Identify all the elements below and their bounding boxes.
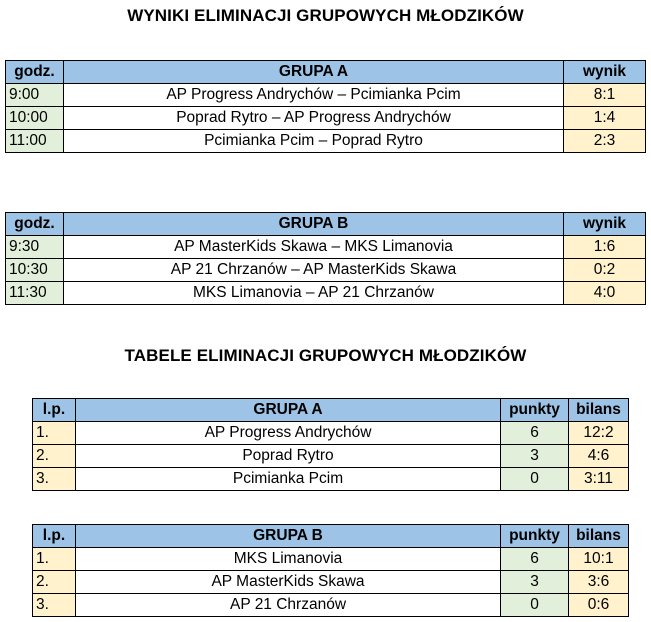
header-lp: l.p. xyxy=(33,399,76,422)
match-score: 0:2 xyxy=(564,259,646,282)
team-balance: 12:2 xyxy=(569,422,629,445)
team-name: AP MasterKids Skawa xyxy=(76,571,501,594)
standings-table-group-b xyxy=(32,524,629,617)
header-row xyxy=(33,399,629,422)
team-name: MKS Limanovia xyxy=(76,548,501,571)
rank: 3. xyxy=(33,468,76,491)
rank: 1. xyxy=(33,548,76,571)
team-name: AP 21 Chrzanów xyxy=(76,594,501,617)
match-name: AP MasterKids Skawa – MKS Limanovia xyxy=(64,236,564,259)
match-score: 1:6 xyxy=(564,236,646,259)
header-score: wynik xyxy=(564,213,646,236)
table-row xyxy=(6,236,646,259)
team-points: 0 xyxy=(501,468,569,491)
match-name: AP 21 Chrzanów – AP MasterKids Skawa xyxy=(64,259,564,282)
header-balance: bilans xyxy=(569,399,629,422)
header-group: GRUPA B xyxy=(76,525,501,548)
team-name: Pcimianka Pcim xyxy=(76,468,501,491)
header-row xyxy=(6,213,646,236)
team-name: AP Progress Andrychów xyxy=(76,422,501,445)
match-time: 11:30 xyxy=(6,282,64,305)
rank: 2. xyxy=(33,445,76,468)
table-row xyxy=(33,468,629,491)
table-row xyxy=(6,84,646,107)
header-time: godz. xyxy=(6,213,64,236)
team-points: 6 xyxy=(501,548,569,571)
team-balance: 0:6 xyxy=(569,594,629,617)
match-time: 10:00 xyxy=(6,107,64,130)
table-row xyxy=(6,130,646,153)
header-time: godz. xyxy=(6,61,64,84)
match-score: 4:0 xyxy=(564,282,646,305)
header-group: GRUPA B xyxy=(64,213,564,236)
match-time: 9:00 xyxy=(6,84,64,107)
team-points: 6 xyxy=(501,422,569,445)
team-balance: 10:1 xyxy=(569,548,629,571)
match-name: MKS Limanovia – AP 21 Chrzanów xyxy=(64,282,564,305)
match-score: 8:1 xyxy=(564,84,646,107)
header-points: punkty xyxy=(501,525,569,548)
match-name: Poprad Rytro – AP Progress Andrychów xyxy=(64,107,564,130)
match-time: 10:30 xyxy=(6,259,64,282)
table-row xyxy=(6,282,646,305)
rank: 2. xyxy=(33,571,76,594)
table-row xyxy=(6,107,646,130)
header-points: punkty xyxy=(501,399,569,422)
match-score: 2:3 xyxy=(564,130,646,153)
team-balance: 4:6 xyxy=(569,445,629,468)
header-group: GRUPA A xyxy=(64,61,564,84)
header-score: wynik xyxy=(564,61,646,84)
table-row xyxy=(33,422,629,445)
results-table-group-a xyxy=(5,60,646,153)
standings-table-group-a xyxy=(32,398,629,491)
team-points: 0 xyxy=(501,594,569,617)
results-table-group-b xyxy=(5,212,646,305)
header-lp: l.p. xyxy=(33,525,76,548)
tables-title: TABELE ELIMINACJI GRUPOWYCH MŁODZIKÓW xyxy=(124,346,527,365)
match-time: 11:00 xyxy=(6,130,64,153)
table-row xyxy=(33,548,629,571)
header-balance: bilans xyxy=(569,525,629,548)
header-row xyxy=(33,525,629,548)
team-name: Poprad Rytro xyxy=(76,445,501,468)
match-time: 9:30 xyxy=(6,236,64,259)
table-row xyxy=(6,259,646,282)
team-balance: 3:6 xyxy=(569,571,629,594)
team-points: 3 xyxy=(501,571,569,594)
team-points: 3 xyxy=(501,445,569,468)
table-row xyxy=(33,445,629,468)
rank: 1. xyxy=(33,422,76,445)
match-name: Pcimianka Pcim – Poprad Rytro xyxy=(64,130,564,153)
results-title: WYNIKI ELIMINACJI GRUPOWYCH MŁODZIKÓW xyxy=(127,6,524,25)
table-row xyxy=(33,594,629,617)
team-balance: 3:11 xyxy=(569,468,629,491)
header-row xyxy=(6,61,646,84)
match-name: AP Progress Andrychów – Pcimianka Pcim xyxy=(64,84,564,107)
rank: 3. xyxy=(33,594,76,617)
table-row xyxy=(33,571,629,594)
match-score: 1:4 xyxy=(564,107,646,130)
header-group: GRUPA A xyxy=(76,399,501,422)
